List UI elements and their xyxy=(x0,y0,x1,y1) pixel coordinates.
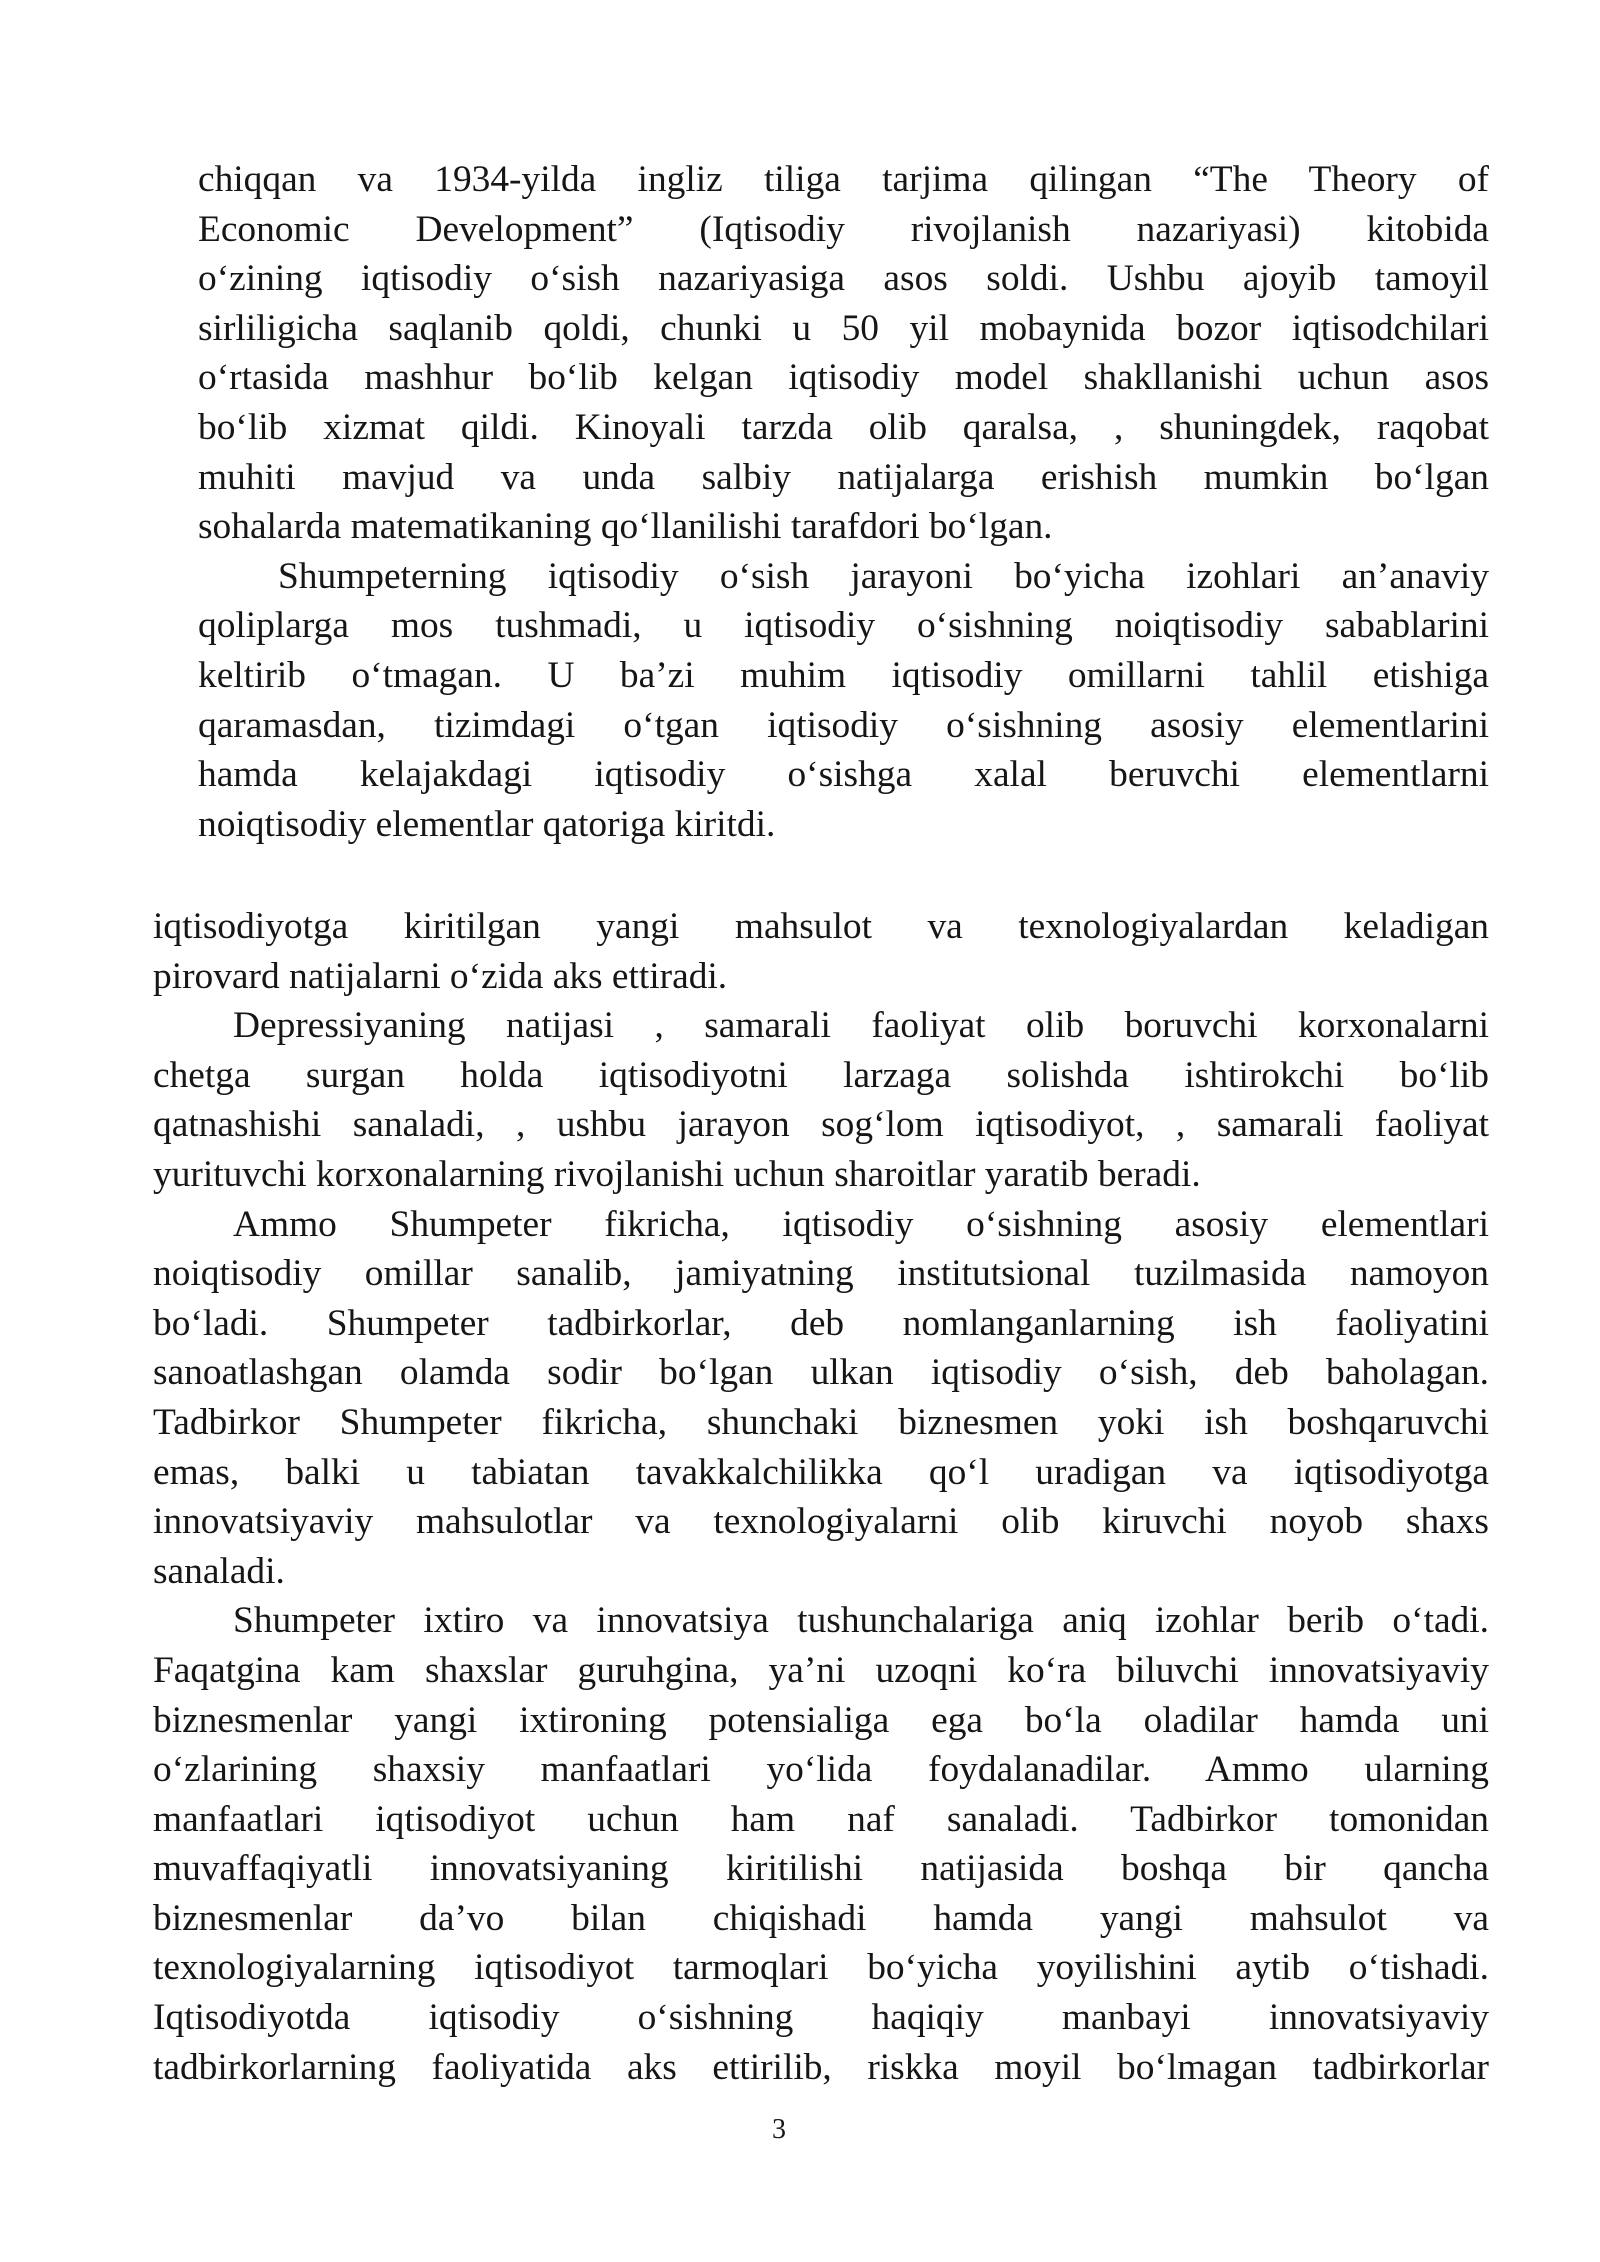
text-line: manfaatlari iqtisodiyot uchun ham naf sanaladi. Tadbirkor tomonidan xyxy=(153,1798,1489,1840)
text-line: sohalarda matematikaning qo‘llanilishi tarafdori bo‘lgan. xyxy=(198,506,1053,548)
text-line: biznesmenlar da’vo bilan chiqishadi hamda yangi mahsulot va xyxy=(153,1897,1489,1939)
text-line: o‘rtasida mashhur bo‘lib kelgan iqtisodiy model shakllanishi uchun asos xyxy=(198,357,1489,399)
text-line: Ammo Shumpeter fikricha, iqtisodiy o‘sishning asosiy elementlari xyxy=(233,1203,1489,1245)
text-line: hamda kelajakdagi iqtisodiy o‘sishga xalal beruvchi elementlarni xyxy=(198,754,1489,796)
text-line: biznesmenlar yangi ixtironing potensialiga ega bo‘la oladilar hamda uni xyxy=(153,1699,1489,1741)
text-line: Tadbirkor Shumpeter fikricha, shunchaki biznesmen yoki ish boshqaruvchi xyxy=(153,1401,1489,1443)
text-line: chetga surgan holda iqtisodiyotni larzaga solishda ishtirokchi bo‘lib xyxy=(153,1054,1489,1096)
text-line: sanoatlashgan olamda sodir bo‘lgan ulkan iqtisodiy o‘sish, deb baholagan. xyxy=(153,1352,1489,1394)
text-line: noiqtisodiy elementlar qatoriga kiritdi. xyxy=(198,803,776,845)
text-line: Shumpeterning iqtisodiy o‘sish jarayoni bo‘yicha izohlari an’anaviy xyxy=(278,555,1489,597)
text-line: qatnashishi sanaladi, , ushbu jarayon sog‘lom iqtisodiyot, , samarali faoliyat xyxy=(153,1104,1489,1146)
paragraph xyxy=(153,902,1489,1001)
paragraph xyxy=(198,155,1489,552)
text-line: sirliligicha saqlanib qoldi, chunki u 50 yil mobaynida bozor iqtisodchilari xyxy=(198,307,1489,349)
text-line: Iqtisodiyotda iqtisodiy o‘sishning haqiqiy manbayi innovatsiyaviy xyxy=(153,1997,1489,2039)
text-line: muhiti mavjud va unda salbiy natijalarga erishish mumkin bo‘lgan xyxy=(198,456,1489,498)
text-line: sanaladi. xyxy=(153,1550,285,1592)
text-line: Economic Development” (Iqtisodiy rivojlanish nazariyasi) kitobida xyxy=(198,208,1489,250)
paragraph xyxy=(198,552,1489,850)
text-line: qoliplarga mos tushmadi, u iqtisodiy o‘sishning noiqtisodiy sabablarini xyxy=(198,605,1489,647)
upper-text-block xyxy=(198,155,1489,849)
text-line: muvaffaqiyatli innovatsiyaning kiritilishi natijasida boshqa bir qancha xyxy=(153,1848,1489,1890)
text-line: texnologiyalarning iqtisodiyot tarmoqlari bo‘yicha yoyilishini aytib o‘tishadi. xyxy=(153,1947,1489,1989)
text-line: Depressiyaning natijasi , samarali faoliyat olib boruvchi korxonalarni xyxy=(233,1005,1489,1047)
text-line: tadbirkorlarning faoliyatida aks ettirilib, riskka moyil bo‘lmagan tadbirkorlar xyxy=(153,2046,1489,2088)
text-line: iqtisodiyotga kiritilgan yangi mahsulot va texnologiyalardan keladigan xyxy=(153,906,1489,947)
text-line: chiqqan va 1934-yilda ingliz tiliga tarjima qilingan “The Theory of xyxy=(198,159,1489,200)
text-line: Shumpeter ixtiro va innovatsiya tushunchalariga aniq izohlar berib o‘tadi. xyxy=(233,1600,1489,1642)
text-line: o‘zlarining shaxsiy manfaatlari yo‘lida foydalanadilar. Ammo ularning xyxy=(153,1749,1489,1791)
text-line: o‘zining iqtisodiy o‘sish nazariyasiga asos soldi. Ushbu ajoyib tamoyil xyxy=(198,258,1489,300)
text-line: bo‘ladi. Shumpeter tadbirkorlar, deb nomlanganlarning ish faoliyatini xyxy=(153,1302,1489,1344)
paragraph xyxy=(153,1200,1489,1597)
text-line: keltirib o‘tmagan. U ba’zi muhim iqtisodiy omillarni tahlil etishiga xyxy=(198,654,1489,696)
text-line: Faqatgina kam shaxslar guruhgina, ya’ni uzoqni ko‘ra biluvchi innovatsiyaviy xyxy=(153,1649,1489,1691)
text-line: emas, balki u tabiatan tavakkalchilikka qo‘l uradigan va iqtisodiyotga xyxy=(153,1451,1489,1493)
text-line: noiqtisodiy omillar sanalib, jamiyatning institutsional tuzilmasida namoyon xyxy=(153,1253,1489,1295)
paragraph xyxy=(153,1596,1489,2092)
text-line: bo‘lib xizmat qildi. Kinoyali tarzda olib qaralsa, , shuningdek, raqobat xyxy=(198,406,1489,448)
page-number: 3 xyxy=(772,2114,786,2145)
paragraph xyxy=(153,1001,1489,1199)
text-line: qaramasdan, tizimdagi o‘tgan iqtisodiy o‘sishning asosiy elementlarini xyxy=(198,704,1489,746)
text-line: yurituvchi korxonalarning rivojlanishi uchun sharoitlar yaratib beradi. xyxy=(153,1153,1201,1195)
lower-text-block xyxy=(153,902,1489,2092)
text-line: innovatsiyaviy mahsulotlar va texnologiyalarni olib kiruvchi noyob shaxs xyxy=(153,1501,1489,1543)
text-line: pirovard natijalarni o‘zida aks ettiradi. xyxy=(153,955,728,997)
